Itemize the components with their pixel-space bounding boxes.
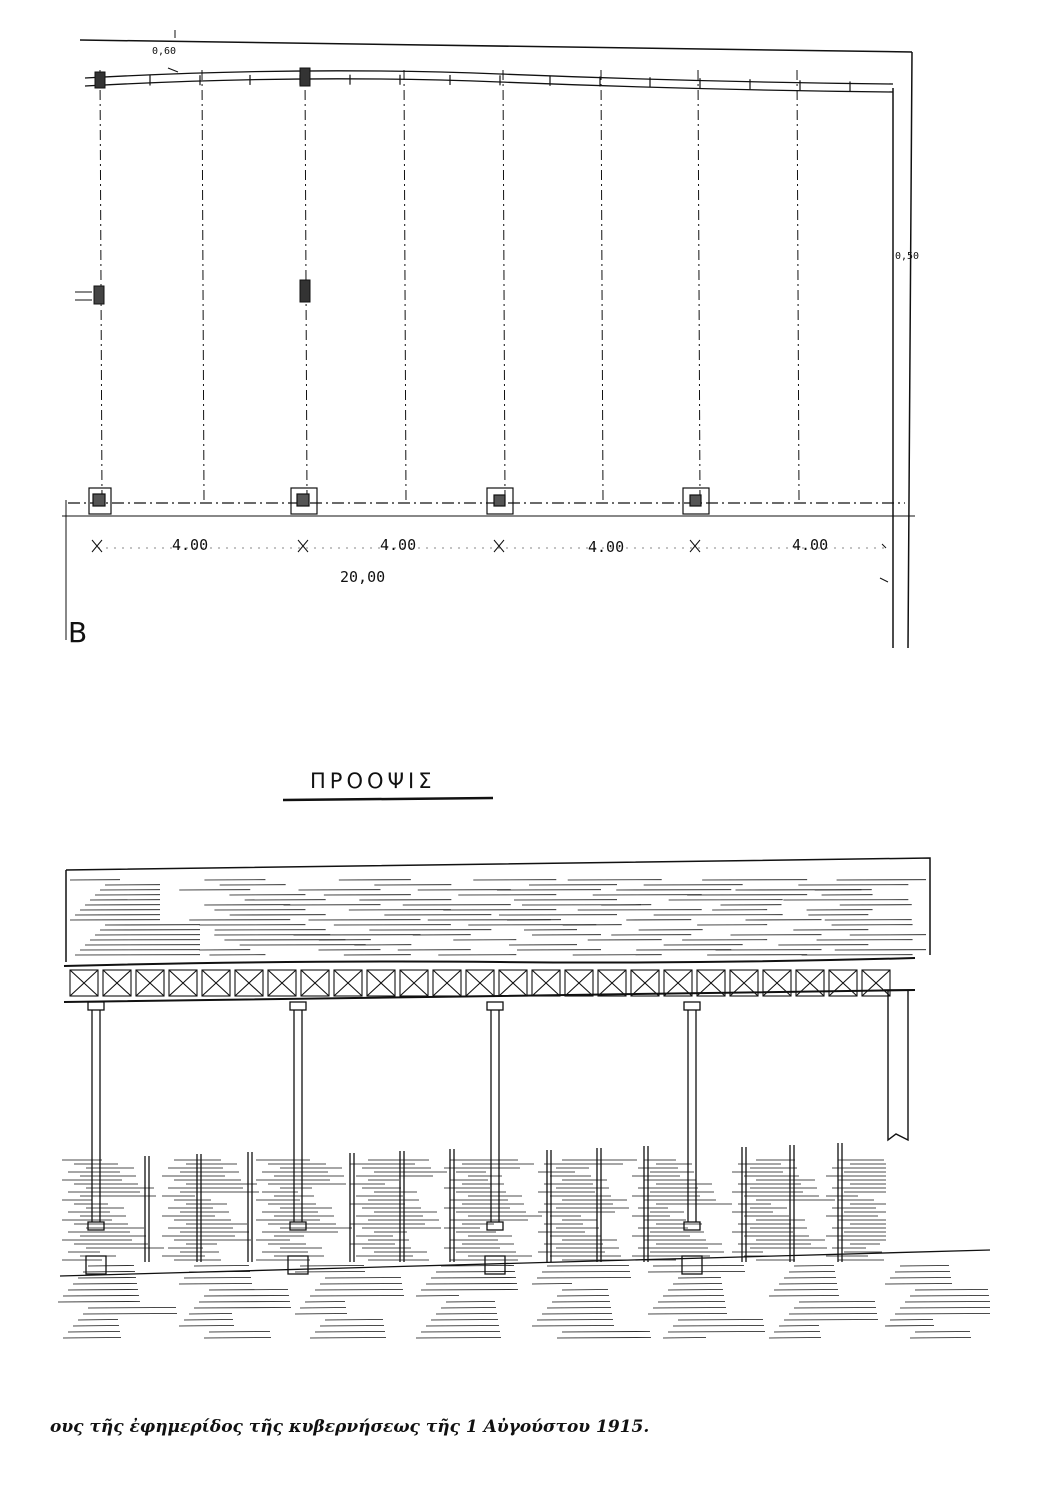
ground-line <box>668 1332 765 1333</box>
ground-line <box>663 1296 724 1297</box>
ground-line <box>648 1314 727 1315</box>
bay-dimension-3: 4.00 <box>588 538 625 556</box>
ground-line <box>547 1266 629 1267</box>
column-footing <box>683 488 709 514</box>
ground-line <box>426 1284 517 1285</box>
ground-line <box>446 1302 495 1303</box>
post-marker <box>300 68 310 86</box>
ground-line <box>557 1338 651 1339</box>
ground-line <box>300 1266 364 1267</box>
ground-line <box>300 1308 346 1309</box>
ground-line <box>890 1278 951 1279</box>
ground-line <box>673 1326 764 1327</box>
side-dimension-label: 0,50 <box>895 251 920 262</box>
front-elevation <box>58 858 990 1338</box>
ground-line <box>194 1308 291 1309</box>
ground-line <box>784 1320 878 1321</box>
ground-line <box>209 1332 270 1333</box>
grid-line <box>100 70 102 500</box>
ground-line <box>663 1338 706 1339</box>
column-capital <box>487 1002 503 1010</box>
column-base <box>288 1256 308 1274</box>
ground-line <box>668 1290 723 1291</box>
ground-line <box>784 1278 836 1279</box>
grid-line <box>797 70 799 500</box>
ground-line <box>653 1266 744 1267</box>
right-pier <box>884 990 914 1140</box>
ground-line <box>910 1296 989 1297</box>
ground-line <box>905 1302 990 1303</box>
ground-line <box>915 1332 970 1333</box>
ground-line <box>532 1284 572 1285</box>
column-footing <box>89 488 111 514</box>
ground-line <box>295 1314 347 1315</box>
ground-line <box>794 1266 834 1267</box>
ground-line <box>204 1296 289 1297</box>
ground-edge <box>60 1250 990 1276</box>
ground-line <box>678 1278 721 1279</box>
column-collar <box>290 1222 306 1230</box>
ground-line <box>915 1290 988 1291</box>
ground-line <box>431 1320 498 1321</box>
ground-line <box>88 1308 176 1309</box>
columns <box>86 1002 702 1274</box>
ground-line <box>68 1332 120 1333</box>
ground-line <box>320 1326 384 1327</box>
top-dimension-label: 0,60 <box>152 46 177 57</box>
ground-line <box>209 1290 288 1291</box>
ground-line <box>315 1332 385 1333</box>
ground-line <box>885 1284 952 1285</box>
ground-line <box>73 1326 119 1327</box>
ground-line <box>895 1314 990 1315</box>
post-marker <box>300 280 310 302</box>
post-marker <box>94 286 104 304</box>
ground-line <box>653 1308 726 1309</box>
column-collar <box>684 1222 700 1230</box>
floor-plan <box>62 30 915 648</box>
bay-dimension-2: 4.00 <box>380 536 417 554</box>
ground-line <box>436 1314 497 1315</box>
ground-line <box>431 1278 516 1279</box>
ground-lines <box>58 1250 990 1338</box>
grid-line <box>503 70 505 500</box>
post-marker <box>95 72 105 88</box>
ground-line <box>421 1332 500 1333</box>
column-footing <box>487 488 513 514</box>
ground-line <box>179 1284 252 1285</box>
plan-grid-lines <box>100 70 799 500</box>
ground-line <box>320 1284 402 1285</box>
ground-line <box>537 1320 613 1321</box>
ground-line <box>73 1284 137 1285</box>
column-collar <box>487 1222 503 1230</box>
frieze-lattice <box>70 970 890 996</box>
bay-dimension-4: 4.00 <box>792 536 829 554</box>
ground-line <box>648 1272 745 1273</box>
column-capital <box>684 1002 700 1010</box>
plan-left-hatch <box>75 292 92 300</box>
column-footing <box>291 488 317 514</box>
dimension-marks <box>92 540 888 582</box>
ground-line <box>537 1278 631 1279</box>
ground-line <box>658 1302 725 1303</box>
plan-top-edge <box>80 40 912 52</box>
ground-line <box>325 1320 383 1321</box>
ground-line <box>532 1326 614 1327</box>
ground-line <box>769 1338 821 1339</box>
frieze-top <box>64 958 915 966</box>
ground-line <box>63 1296 139 1297</box>
ground-line <box>900 1308 990 1309</box>
ground-line <box>910 1338 971 1339</box>
ground-line <box>562 1332 650 1333</box>
grid-line <box>698 70 700 500</box>
title-underline <box>283 798 493 800</box>
ground-line <box>794 1308 876 1309</box>
ground-line <box>552 1302 610 1303</box>
ground-line <box>542 1272 630 1273</box>
column-collar <box>88 1222 104 1230</box>
grid-line <box>202 70 204 500</box>
source-caption: ους τῆς ἐφημερίδος τῆς κυβερνήσεως τῆς 1 Αὐγούστου 1915. <box>50 1417 650 1437</box>
ground-line <box>779 1326 819 1327</box>
ground-line <box>895 1272 950 1273</box>
ground-line <box>441 1308 496 1309</box>
ground-line <box>436 1272 515 1273</box>
ground-line <box>774 1332 820 1333</box>
ground-line <box>678 1320 763 1321</box>
ground-line <box>58 1302 140 1303</box>
ground-line <box>194 1266 249 1267</box>
ground-line <box>426 1326 499 1327</box>
fence-boards <box>62 1160 886 1260</box>
ground-line <box>189 1314 232 1315</box>
ground-line <box>421 1290 518 1291</box>
bay-dimension-1: 4.00 <box>172 536 209 554</box>
elevation-title: ΠΡΟΟΨΙΣ <box>310 769 436 793</box>
ground-line <box>325 1278 401 1279</box>
column-base <box>86 1256 106 1274</box>
ground-line <box>88 1266 134 1267</box>
column-capital <box>88 1002 104 1010</box>
ground-line <box>789 1314 877 1315</box>
ground-line <box>890 1320 933 1321</box>
corner-label: B <box>68 616 88 649</box>
ground-line <box>769 1296 839 1297</box>
ground-line <box>310 1296 404 1297</box>
grid-line <box>601 70 603 500</box>
ground-line <box>184 1278 251 1279</box>
ground-line <box>799 1302 875 1303</box>
ground-line <box>184 1320 233 1321</box>
ground-line <box>204 1338 271 1339</box>
plan-right-wall <box>893 52 912 648</box>
ground-line <box>542 1314 612 1315</box>
ground-line <box>315 1290 403 1291</box>
ground-line <box>885 1326 934 1327</box>
ground-line <box>310 1338 386 1339</box>
ground-line <box>295 1272 365 1273</box>
plan-front-beam <box>85 71 893 92</box>
grid-line <box>404 70 406 500</box>
ground-line <box>199 1302 290 1303</box>
ground-line <box>63 1338 121 1339</box>
ground-line <box>789 1272 835 1273</box>
ground-line <box>774 1290 838 1291</box>
ground-line <box>547 1308 611 1309</box>
ground-line <box>78 1278 136 1279</box>
ground-line <box>779 1284 837 1285</box>
ground-line <box>83 1272 135 1273</box>
ground-line <box>83 1314 177 1315</box>
ground-line <box>179 1326 234 1327</box>
total-dimension: 20,00 <box>340 568 386 586</box>
column-capital <box>290 1002 306 1010</box>
ground-line <box>673 1284 722 1285</box>
roof-siding-lines <box>70 880 926 955</box>
beam-ticks <box>150 75 850 92</box>
ground-line <box>416 1338 501 1339</box>
ground-line <box>68 1290 138 1291</box>
ground-line <box>557 1296 609 1297</box>
ground-line <box>900 1266 949 1267</box>
ground-line <box>78 1320 118 1321</box>
ground-line <box>305 1302 345 1303</box>
ground-line <box>416 1296 459 1297</box>
ground-line <box>562 1290 608 1291</box>
